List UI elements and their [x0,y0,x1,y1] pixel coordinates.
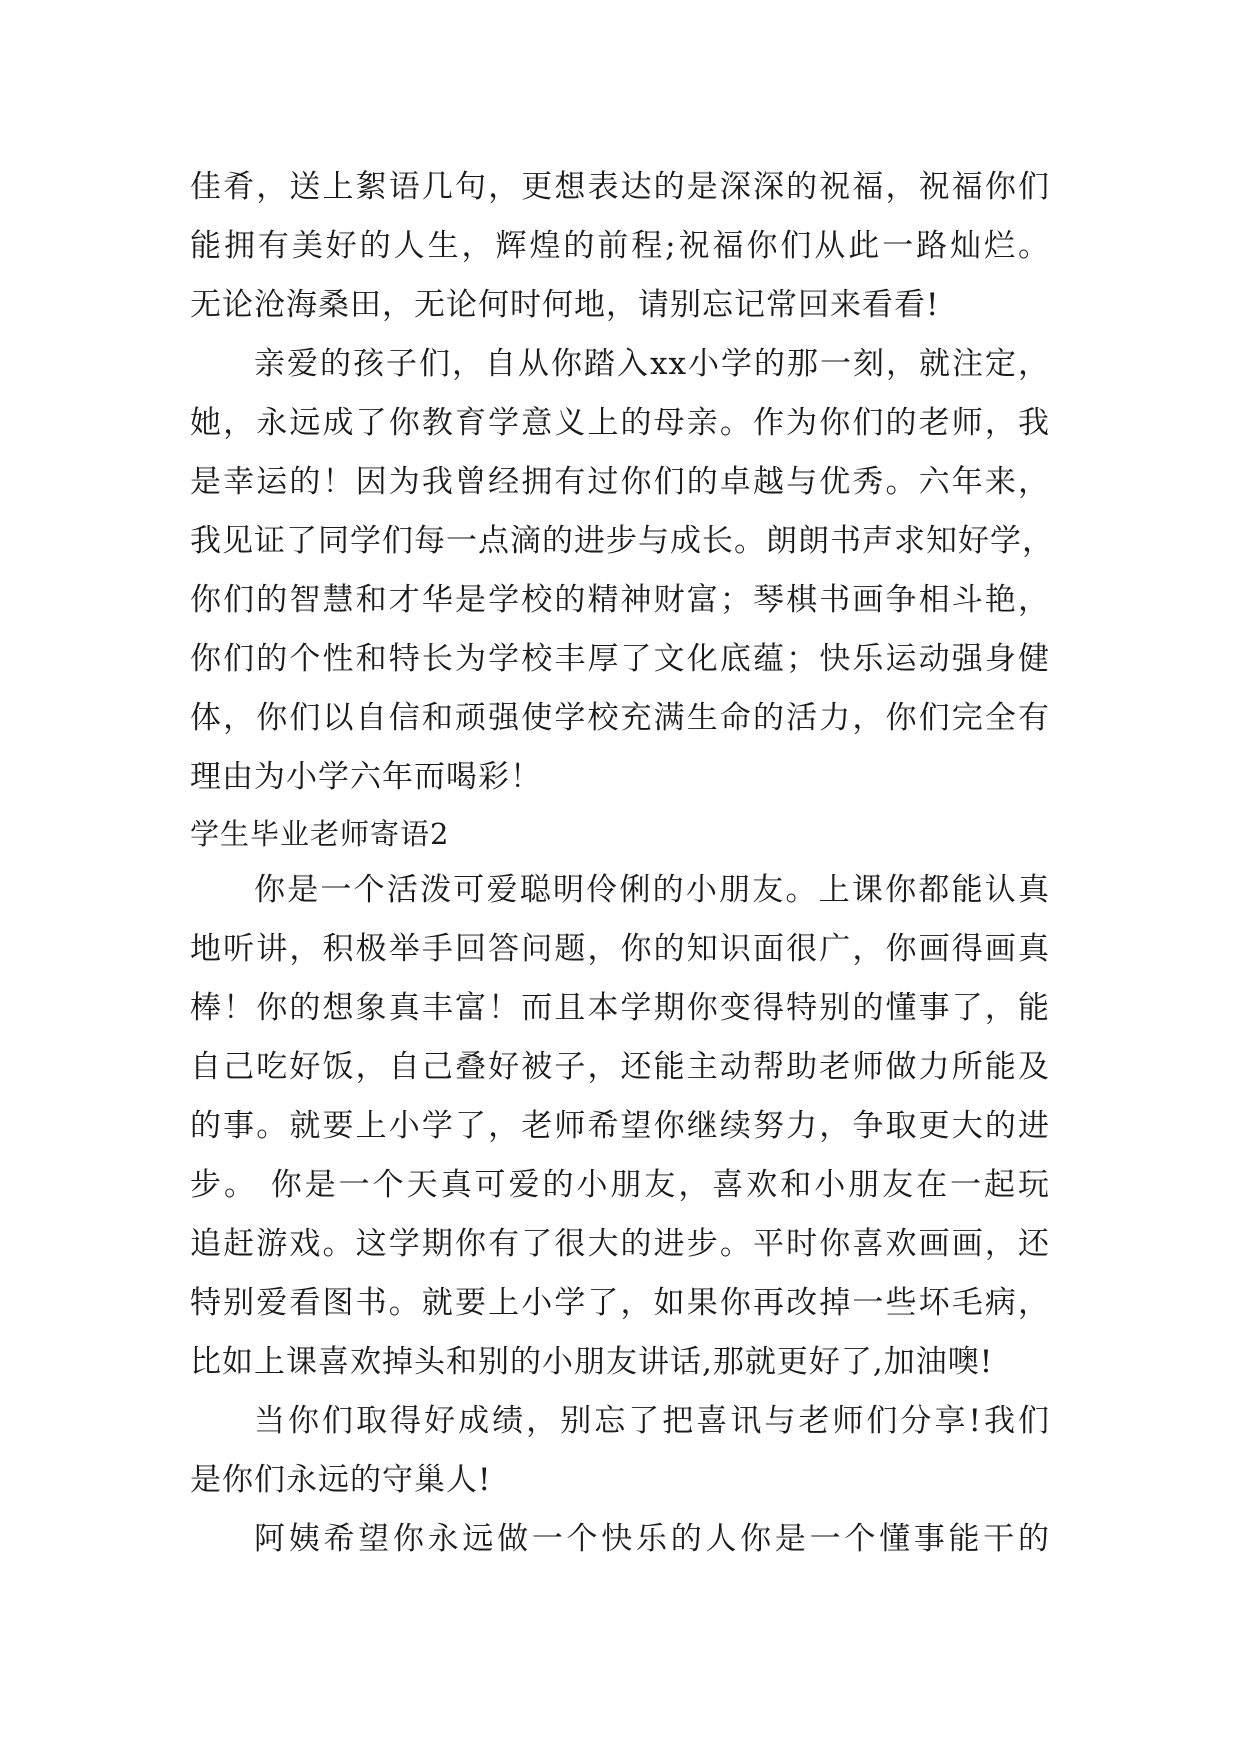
paragraph-line: 是幸运的！因为我曾经拥有过你们的卓越与优秀。六年来， [190,464,1050,500]
paragraph-line: 地听讲，积极举手回答问题，你的知识面很广，你画得画真 [190,931,1050,967]
paragraph-line: 佳肴，送上絮语几句，更想表达的是深深的祝福，祝福你们 [190,169,1050,205]
paragraph-line: 自己吃好饭，自己叠好被子，还能主动帮助老师做力所能及 [190,1049,1050,1085]
paragraph-line: 当你们取得好成绩，别忘了把喜讯与老师们分享!我们 [254,1403,1050,1439]
paragraph-line: 特别爱看图书。就要上小学了，如果你再改掉一些坏毛病， [190,1285,1050,1321]
paragraph-line: 的事。就要上小学了，老师希望你继续努力，争取更大的进 [190,1108,1050,1144]
paragraph-line: 无论沧海桑田，无论何时何地，请别忘记常回来看看! [190,287,940,323]
paragraph-line: 亲爱的孩子们，自从你踏入xx小学的那一刻，就注定， [254,346,1050,382]
paragraph-line: 她，永远成了你教育学意义上的母亲。作为你们的老师，我 [190,405,1050,441]
paragraph-line: 你们的智慧和才华是学校的精神财富；琴棋书画争相斗艳， [190,582,1050,618]
paragraph-line: 是你们永远的守巢人! [190,1462,492,1498]
paragraph-line: 你是一个活泼可爱聪明伶俐的小朋友。上课你都能认真 [254,872,1050,908]
paragraph-line: 追赶游戏。这学期你有了很大的进步。平时你喜欢画画，还 [190,1226,1050,1262]
paragraph-line: 棒！你的想象真丰富！而且本学期你变得特别的懂事了，能 [190,990,1050,1026]
paragraph-line: 我见证了同学们每一点滴的进步与成长。朗朗书声求知好学， [190,523,1054,559]
paragraph-line: 能拥有美好的人生，辉煌的前程;祝福你们从此一路灿烂。 [190,228,1050,264]
section-heading: 学生毕业老师寄语2 [190,817,450,851]
paragraph-line: 你们的个性和特长为学校丰厚了文化底蕴；快乐运动强身健 [190,641,1050,677]
paragraph-line: 体，你们以自信和顽强使学校充满生命的活力，你们完全有 [190,700,1050,736]
paragraph-line: 步。 你是一个天真可爱的小朋友，喜欢和小朋友在一起玩 [190,1167,1050,1203]
document-body [190,158,1054,1569]
paragraph-line: 阿姨希望你永远做一个快乐的人你是一个懂事能干的 [254,1521,1050,1557]
paragraph-line: 理由为小学六年而喝彩！ [190,759,542,795]
paragraph-line: 比如上课喜欢掉头和别的小朋友讲话,那就更好了,加油噢! [190,1344,994,1380]
